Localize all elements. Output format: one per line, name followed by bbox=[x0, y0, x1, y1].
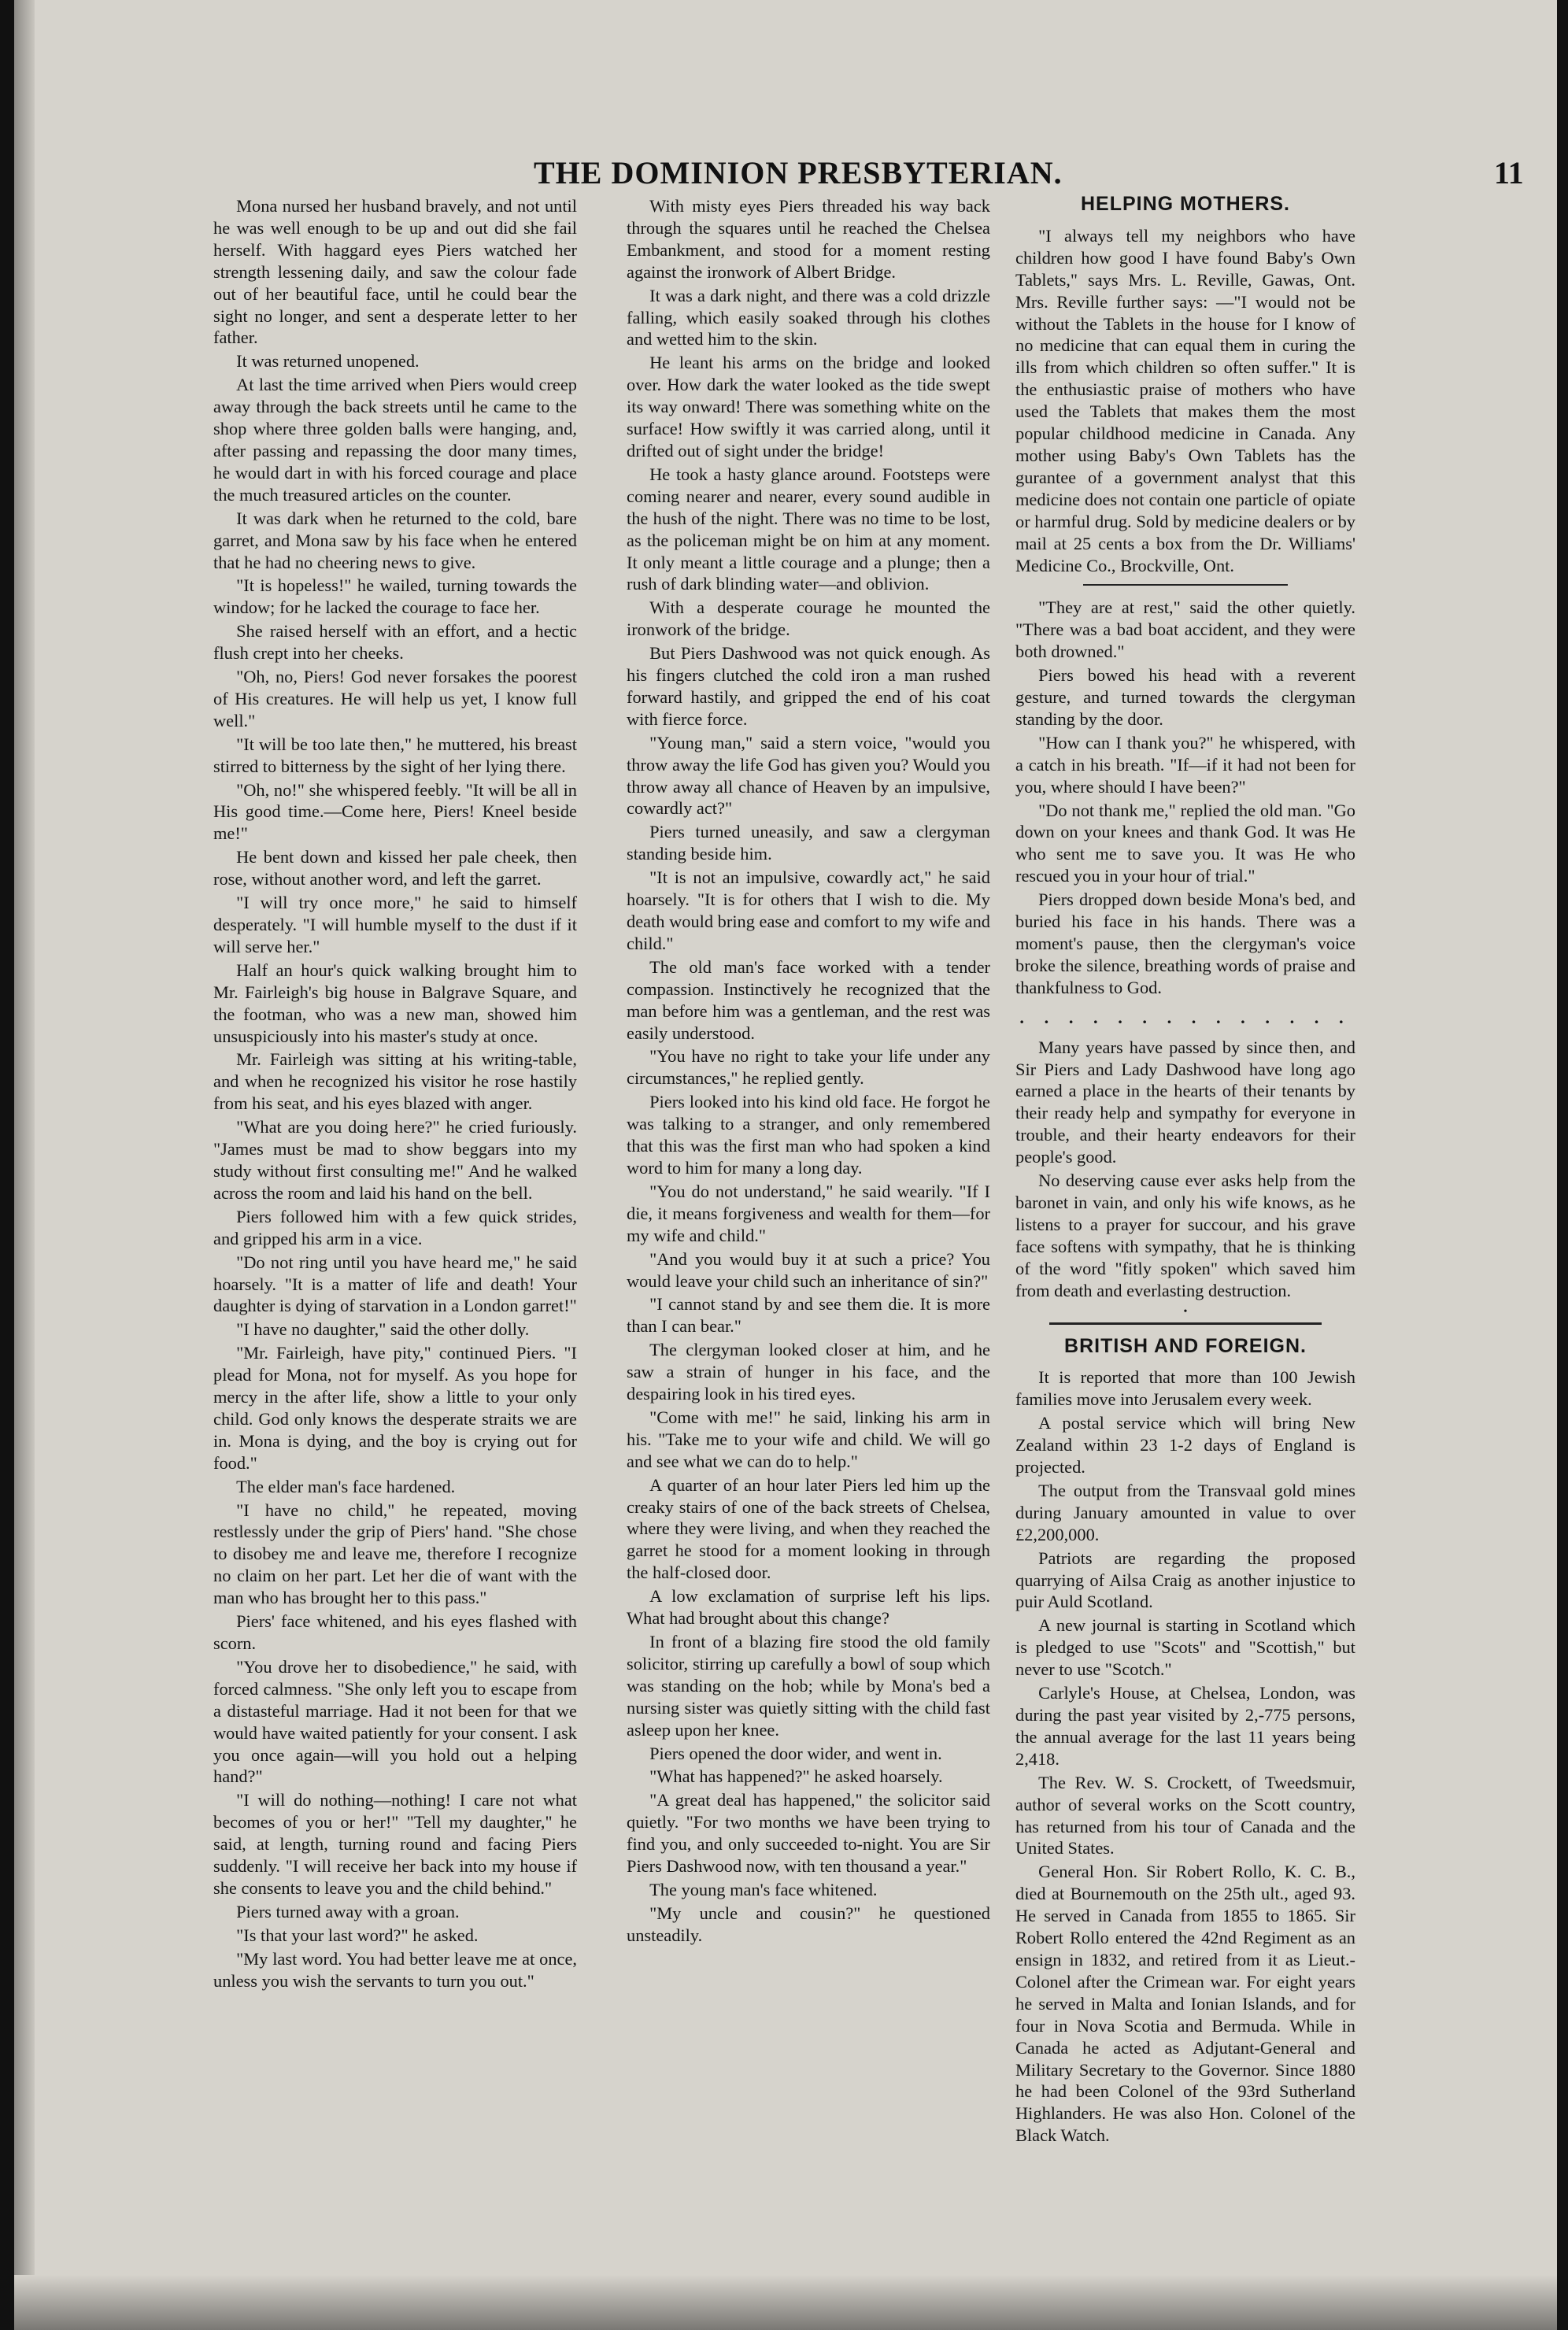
news-item: A new journal is starting in Scotland which is pledged to use "Scots" and "Scottish," but never to use "Scotch." bbox=[1015, 1615, 1355, 1680]
story-paragraph: "Come with me!" he said, linking his arm in his. "Take me to your wife and child. We will go and see what we can do to help." bbox=[627, 1407, 990, 1471]
story-paragraph: "Young man," said a stern voice, "would you throw away the life God has given you? Would you throw away all chance of Heaven by an impulsive, cowardly act?" bbox=[627, 732, 990, 819]
news-item: It is reported that more than 100 Jewish families move into Jerusalem every week. bbox=[1015, 1367, 1355, 1410]
story-paragraph: "I have no child," he repeated, moving restlessly under the grip of Piers' hand. "She chose to disobey me and leave me, therefore I recognize no claim on her part. Let her die of want with the man who has brought her to this pass." bbox=[213, 1500, 577, 1608]
story-paragraph: "It is not an impulsive, cowardly act," he said hoarsely. "It is for others that I wish to die. My death would bring ease and comfort to my wife and child." bbox=[627, 867, 990, 953]
story-paragraph: "What has happened?" he asked hoarsely. bbox=[649, 1766, 943, 1787]
story-paragraph: "Oh, no!" she whispered feebly. "It will be all in His good time.—Come here, Piers! Kneel beside me!" bbox=[213, 779, 577, 844]
story-paragraph: Piers' face whitened, and his eyes flashed with scorn. bbox=[213, 1611, 577, 1653]
story-paragraph: He leant his arms on the bridge and looked over. How dark the water looked as the tide swept its way onward! There was something white on the surface! How swiftly it was carried along, until it drifted out of sight under the bridge! bbox=[627, 353, 990, 460]
news-item: The Rev. W. S. Crockett, of Tweedsmuir, author of several works on the Scott country, has returned from his tour of Canada and the United States. bbox=[1015, 1772, 1355, 1858]
story-paragraph: "And you would buy it at such a price? You would leave your child such an inheritance of sin?" bbox=[627, 1248, 990, 1291]
british-foreign-items bbox=[1015, 1367, 1355, 2147]
story-paragraph: A low exclamation of surprise left his lips. What had brought about this change? bbox=[627, 1586, 990, 1629]
story-paragraph: Piers opened the door wider, and went in. bbox=[649, 1743, 942, 1763]
news-item: Patriots are regarding the proposed quarrying of Ailsa Craig as another injustice to puir Auld Scotland. bbox=[1015, 1548, 1355, 1612]
story-paragraph: The elder man's face hardened. bbox=[236, 1476, 456, 1496]
story-paragraph: Piers followed him with a few quick strides, and gripped his arm in a vice. bbox=[213, 1206, 577, 1248]
epilogue-paragraph: Many years have passed by since then, and Sir Piers and Lady Dashwood have long ago earned a place in the hearts of their tenants by their ready help and sympathy for everyone in trouble, and their hearty endeavors for their people's good. bbox=[1015, 1037, 1355, 1167]
story-paragraph: "I will do nothing—nothing! I care not what becomes of you or her!" "Tell my daughter," he said, at length, turning round and facing Piers suddenly. "I will receive her back into my house if she consents to leave you and the child behind." bbox=[213, 1790, 577, 1898]
story-paragraph: A quarter of an hour later Piers led him up the creaky stairs of one of the back streets of Chelsea, where they were living, and when they reached the garret he stood for a moment looking in through the half-closed door. bbox=[627, 1474, 990, 1583]
story-paragraph: "Oh, no, Piers! God never forsakes the poorest of His creatures. He will help us yet, I know full well." bbox=[213, 667, 577, 730]
helping-mothers-heading: HELPING MOTHERS. bbox=[1080, 193, 1290, 215]
newspaper-page bbox=[14, 0, 1557, 2330]
story-paragraph: But Piers Dashwood was not quick enough. As his fingers clutched the cold iron a man rushed forward hastily, and gripped the end of his coat with fierce force. bbox=[627, 643, 990, 729]
news-item: General Hon. Sir Robert Rollo, K. C. B., died at Bournemouth on the 25th ult., aged 93. He served in Canada from 1855 to 1865. Sir Robert Rollo entered the 42nd Regiment as an ensign in 1832, and retired from it as Lieut.-Colonel after the Crimean war. For eight years he served in Malta and Ionian Islands, and for four in Nova Scotia and Bermuda. While in Canada he acted as Adjutant-General and Military Secretary to the Governor. Since 1880 he had been Colonel of the 93rd Sutherland Highlanders. He was also Hon. Colonel of the Black Watch. bbox=[1015, 1862, 1355, 2146]
masthead: THE DOMINION PRESBYTERIAN. bbox=[534, 155, 1063, 190]
story-ending bbox=[1015, 597, 1355, 998]
story-paragraph: "I have no daughter," said the other dolly. bbox=[236, 1319, 530, 1340]
story-paragraph: "I cannot stand by and see them die. It is more than I can bear." bbox=[627, 1294, 990, 1337]
news-item: The output from the Transvaal gold mines during January amounted in value to over £2,200,000. bbox=[1015, 1480, 1355, 1544]
story-paragraph: He took a hasty glance around. Footsteps were coming nearer and nearer, every sound audible in the hush of the night. There was no time to be lost, as the policeman might be on him at any moment. It only meant a little courage and a plunge; then a rush of dark blinding water—and oblivion. bbox=[627, 464, 990, 594]
story-paragraph: Mr. Fairleigh was sitting at his writing-table, and when he recognized his visitor he rose hastily from his seat, and his eyes blazed with anger. bbox=[213, 1049, 577, 1114]
story-paragraph: The clergyman looked closer at him, and he saw a strain of hunger in his face, and the despairing look in his tired eyes. bbox=[627, 1340, 990, 1404]
story-paragraph: "What are you doing here?" he cried furiously. "James must be mad to show beggars into my study without first consulting me!" And he walked across the room and laid his hand on the bell. bbox=[213, 1117, 577, 1203]
story-paragraph: "Mr. Fairleigh, have pity," continued Piers. "I plead for Mona, not for myself. As you hope for mercy in the after life, show a little to your only child. God only knows the desperate straits we are in. Mona is dying, and the boy is crying out for food." bbox=[213, 1343, 577, 1473]
story-paragraph: "My uncle and cousin?" he questioned unsteadily. bbox=[627, 1903, 990, 1945]
story-paragraph: "They are at rest," said the other quietly. "There was a bad boat accident, and they were both drowned." bbox=[1015, 597, 1355, 662]
story-paragraph: "My last word. You had better leave me at once, unless you wish the servants to turn you out." bbox=[213, 1948, 577, 1991]
column-3 bbox=[1015, 194, 1355, 2148]
ornament: • bbox=[1183, 1305, 1188, 1318]
section-divider bbox=[1049, 1322, 1322, 1325]
epilogue-paragraph: No deserving cause ever asks help from the baronet in vain, and only his wife knows, as he listens to a prayer for succour, and his grave face softens with sympathy, that he is thinking of the word "fitly spoken" which saved him from death and everlasting destruction. bbox=[1015, 1171, 1355, 1300]
story-paragraph: "You drove her to disobedience," he said, with forced calmness. "She only left you to escape from a distasteful marriage. Had it not been for that we would have waited patiently for your consent. I ask you once again—will you hold out a helping hand?" bbox=[213, 1656, 577, 1787]
story-paragraph: With a desperate courage he mounted the ironwork of the bridge. bbox=[627, 597, 990, 640]
story-column-1 bbox=[213, 195, 577, 1994]
news-item: A postal service which will bring New Zealand within 23 1-2 days of England is projected. bbox=[1015, 1413, 1355, 1478]
story-paragraph: Piers dropped down beside Mona's bed, and buried his face in his hands. There was a moment's pause, then the clergyman's voice broke the silence, breathing words of praise and thankfulness to God. bbox=[1015, 889, 1355, 997]
story-paragraph: "Is that your last word?" he asked. bbox=[236, 1925, 479, 1945]
story-paragraph: Piers turned away with a groan. bbox=[236, 1901, 460, 1921]
section-dots: . . . . . . . . . . . . . . bbox=[1019, 1007, 1352, 1027]
story-paragraph: Mona nursed her husband bravely, and not until he was well enough to be up and out did she fail herself. With haggard eyes Piers watched her strength lessening daily, and saw the colour fade out of her beautiful face, until he could bear the sight no longer, and sent a desperate letter to her father. bbox=[213, 196, 577, 348]
story-paragraph: "It will be too late then," he muttered, his breast stirred to bitterness by the sight of her lying there. bbox=[213, 734, 577, 776]
story-paragraph: It was returned unopened. bbox=[236, 351, 420, 372]
story-paragraph: In front of a blazing fire stood the old family solicitor, stirring up carefully a bowl of soup which was standing on the hob; while by Mona's bed a nursing sister was quietly sitting with the child fast asleep upon her knee. bbox=[627, 1632, 990, 1740]
story-paragraph: He bent down and kissed her pale cheek, then rose, without another word, and left the garret. bbox=[213, 847, 577, 889]
story-paragraph: "I will try once more," he said to himself desperately. "I will humble myself to the dust if it will serve her." bbox=[213, 893, 577, 956]
story-paragraph: "You do not understand," he said wearily. "If I die, it means forgiveness and wealth for them—for my wife and child." bbox=[627, 1181, 990, 1245]
section-divider bbox=[1083, 584, 1287, 586]
story-paragraph: At last the time arrived when Piers would creep away through the back streets until he came to the shop where three golden balls were hanging, and, after passing and repassing the door many times, he would dart in with his forced courage and place the much treasured articles on the counter. bbox=[213, 375, 577, 505]
story-epilogue bbox=[1015, 1037, 1355, 1302]
story-paragraph: "How can I thank you?" he whispered, with a catch in his breath. "If—if it had not been for you, where should I have been?" bbox=[1015, 732, 1355, 797]
story-paragraph: Piers looked into his kind old face. He forgot he was talking to a stranger, and only remembered that this was the first man who had spoken a kind word to him for many a long day. bbox=[627, 1092, 990, 1178]
story-paragraph: The old man's face worked with a tender compassion. Instinctively he recognized that the man before him was a gentleman, and the rest was easily understood. bbox=[627, 956, 990, 1043]
british-foreign-heading: BRITISH AND FOREIGN. bbox=[1064, 1334, 1307, 1357]
helping-mothers-text: "I always tell my neighbors who have children how good I have found Baby's Own Tablets," says Mrs. L. Reville, Gawas, Ont. Mrs. Reville further says: —"I would not be without the Tablets in the house for I know of no medicine that can equal them in curing the ills from which children so often suffer." It is the enthusiastic praise of mothers who have used the Tablets that makes them the most popular childhood medicine in Canada. Any mother using Baby's Own Tablets has the gurantee of a government analyst that this medicine does not contain one particle of opiate or harmful drug. Sold by medicine dealers or by mail at 25 cents a box from the Dr. Williams' Medicine Co., Brockville, Ont. bbox=[1015, 225, 1355, 575]
story-paragraph: "It is hopeless!" he wailed, turning towards the window; for he lacked the courage to face her. bbox=[213, 575, 577, 618]
story-paragraph: It was dark when he returned to the cold, bare garret, and Mona saw by his face when he entered that he had no cheering news to give. bbox=[213, 508, 577, 572]
story-paragraph: "Do not thank me," replied the old man. "Go down on your knees and thank God. It was He who sent me to save you. It was He who rescued you in your hour of trial." bbox=[1015, 800, 1355, 886]
story-paragraph: It was a dark night, and there was a cold drizzle falling, which easily soaked through his clothes and wetted him to the skin. bbox=[627, 285, 990, 350]
news-item: Carlyle's House, at Chelsea, London, was during the past year visited by 2,-775 persons, the annual average for the last 11 years being 2,418. bbox=[1015, 1683, 1355, 1769]
story-paragraph: The young man's face whitened. bbox=[649, 1879, 878, 1899]
story-paragraph: She raised herself with an effort, and a hectic flush crept into her cheeks. bbox=[213, 621, 577, 664]
story-paragraph: With misty eyes Piers threaded his way back through the squares until he reached the Chelsea Embankment, and stood for a moment resting against the ironwork of Albert Bridge. bbox=[627, 196, 990, 282]
story-column-2 bbox=[627, 195, 990, 1948]
story-paragraph: "Do not ring until you have heard me," he said hoarsely. "It is a matter of life and death! Your daughter is dying of starvation in a London garret!" bbox=[213, 1252, 577, 1316]
story-paragraph: Piers bowed his head with a reverent gesture, and turned towards the clergyman standing by the door. bbox=[1015, 665, 1355, 729]
story-paragraph: "You have no right to take your life under any circumstances," he replied gently. bbox=[627, 1046, 990, 1089]
story-paragraph: "A great deal has happened," the solicitor said quietly. "For two months we have been trying to find you, and only succeeded to-night. You are Sir Piers Dashwood now, with ten thousand a year." bbox=[627, 1790, 990, 1877]
story-paragraph: Piers turned uneasily, and saw a clergyman standing beside him. bbox=[627, 822, 990, 864]
page-number: 11 bbox=[1494, 155, 1524, 190]
story-paragraph: Half an hour's quick walking brought him to Mr. Fairleigh's big house in Balgrave Square, and the footman, who was a new man, showed him unsuspiciously into his master's study at once. bbox=[213, 960, 577, 1046]
